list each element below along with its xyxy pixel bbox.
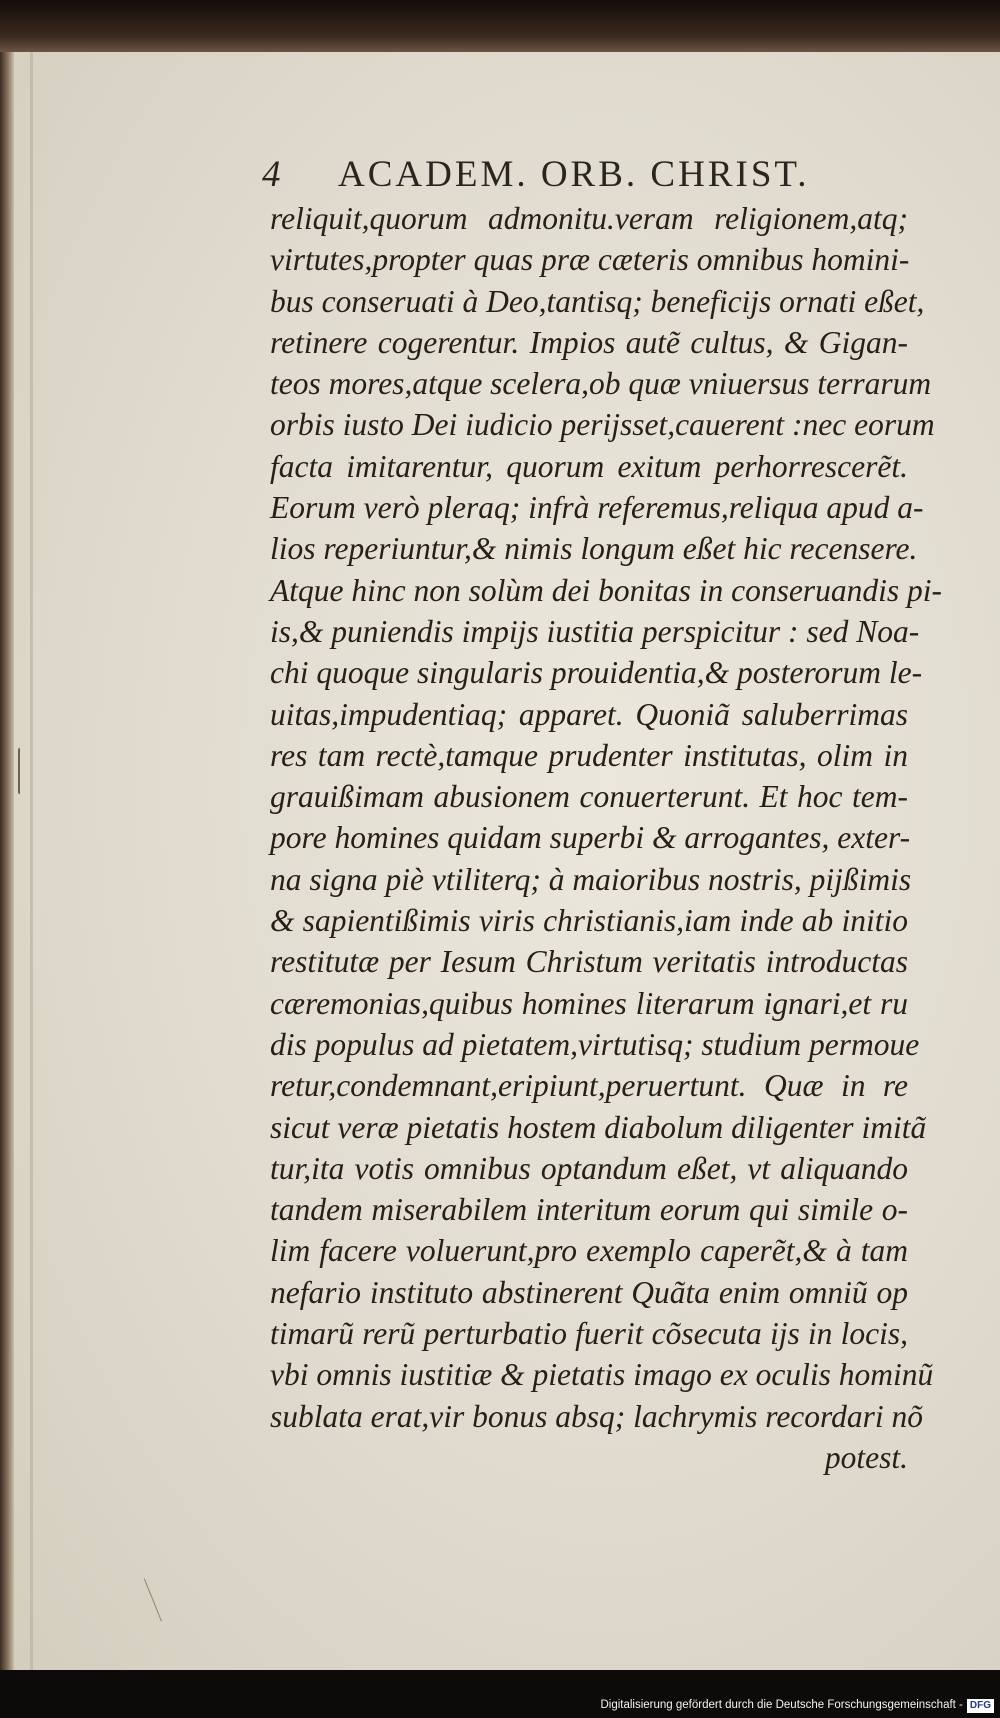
- text-line: cæremonias,quibus homines literarum ignari,et ru: [270, 985, 908, 1021]
- text-line: potest.: [824, 1439, 908, 1475]
- text-line: tandem miserabilem interitum eorum qui simile o-: [270, 1192, 908, 1228]
- scan-top-border: [0, 0, 1000, 52]
- text-line: tur,ita votis omnibus optandum eßet, vt aliquando: [270, 1150, 908, 1186]
- credit-text: Digitalisierung gefördert durch die Deutsche Forschungsgemeinschaft -: [600, 1699, 963, 1711]
- text-line: retinere cogerentur. Impios autẽ cultus, & Gigan-: [270, 324, 908, 360]
- text-line: nefario instituto abstinerent Quãta enim omniũ op: [270, 1274, 908, 1310]
- text-line: na signa piè vtiliterq; à maioribus nostris, pijßimis: [270, 861, 912, 897]
- text-line: facta imitarentur, quorum exitum perhorrescerẽt.: [270, 448, 908, 484]
- page-left-edge: [0, 52, 14, 1670]
- text-line: grauißimam abusionem conuerterunt. Et hoc tem-: [270, 779, 908, 815]
- text-line: Atque hinc non solùm dei bonitas in conseruandis pi-: [270, 572, 942, 608]
- text-line: uitas,impudentiaq; apparet. Quoniã saluberrimas: [270, 696, 908, 732]
- text-line: virtutes,propter quas præ cæteris omnibus homini-: [270, 242, 910, 278]
- text-line: retur,condemnant,eripiunt,peruertunt. Quæ in re: [270, 1068, 908, 1104]
- text-line: chi quoque singularis prouidentia,& posterorum le-: [270, 655, 923, 691]
- running-head: ACADEM. ORB. CHRIST.: [338, 154, 810, 195]
- text-line: sicut veræ pietatis hostem diabolum diligenter imitã: [270, 1109, 927, 1145]
- text-line: lim facere voluerunt,pro exemplo caperẽt,& à tam: [270, 1233, 908, 1269]
- text-line: vbi omnis iustitiæ & pietatis imago ex oculis hominũ: [270, 1357, 934, 1393]
- page-number: 4: [262, 154, 283, 195]
- text-line: lios reperiuntur,& nimis longum eßet hic recensere.: [270, 531, 918, 567]
- text-line: restitutæ per Iesum Christum veritatis introductas: [270, 944, 908, 980]
- page-header: [262, 150, 902, 200]
- text-line: dis populus ad pietatem,virtutisq; studium permoue: [270, 1026, 920, 1062]
- body-text: [270, 198, 942, 1478]
- text-line: res tam rectè,tamque prudenter institutas, olim in: [270, 737, 908, 773]
- page-gutter: [30, 52, 33, 1670]
- text-line: timarũ rerũ perturbatio fuerit cõsecuta ijs in locis,: [270, 1316, 908, 1352]
- text-line: is,& puniendis impijs iustitia perspicitur : sed Noa-: [270, 613, 920, 649]
- text-line: orbis iusto Dei iudicio perijsset,cauerent :nec eorum: [270, 407, 935, 443]
- text-line: teos mores,atque scelera,ob quæ vniuersus terrarum: [270, 366, 932, 402]
- margin-mark: [18, 748, 30, 794]
- digitization-credit: [548, 1696, 994, 1714]
- dfg-logo: DFG: [967, 1699, 994, 1713]
- text-line: reliquit,quorum admonitu.veram religionem,atq;: [270, 201, 908, 236]
- text-line: sublata erat,vir bonus absq; lachrymis recordari nõ: [270, 1398, 924, 1434]
- text-line: Eorum verò pleraq; infrà referemus,reliqua apud a-: [270, 490, 924, 526]
- text-line: bus conseruati à Deo,tantisq; beneficijs ornati eßet,: [270, 283, 925, 319]
- text-line: pore homines quidam superbi & arrogantes, exter-: [270, 820, 911, 856]
- text-line: & sapientißimis viris christianis,iam inde ab initio: [270, 903, 908, 939]
